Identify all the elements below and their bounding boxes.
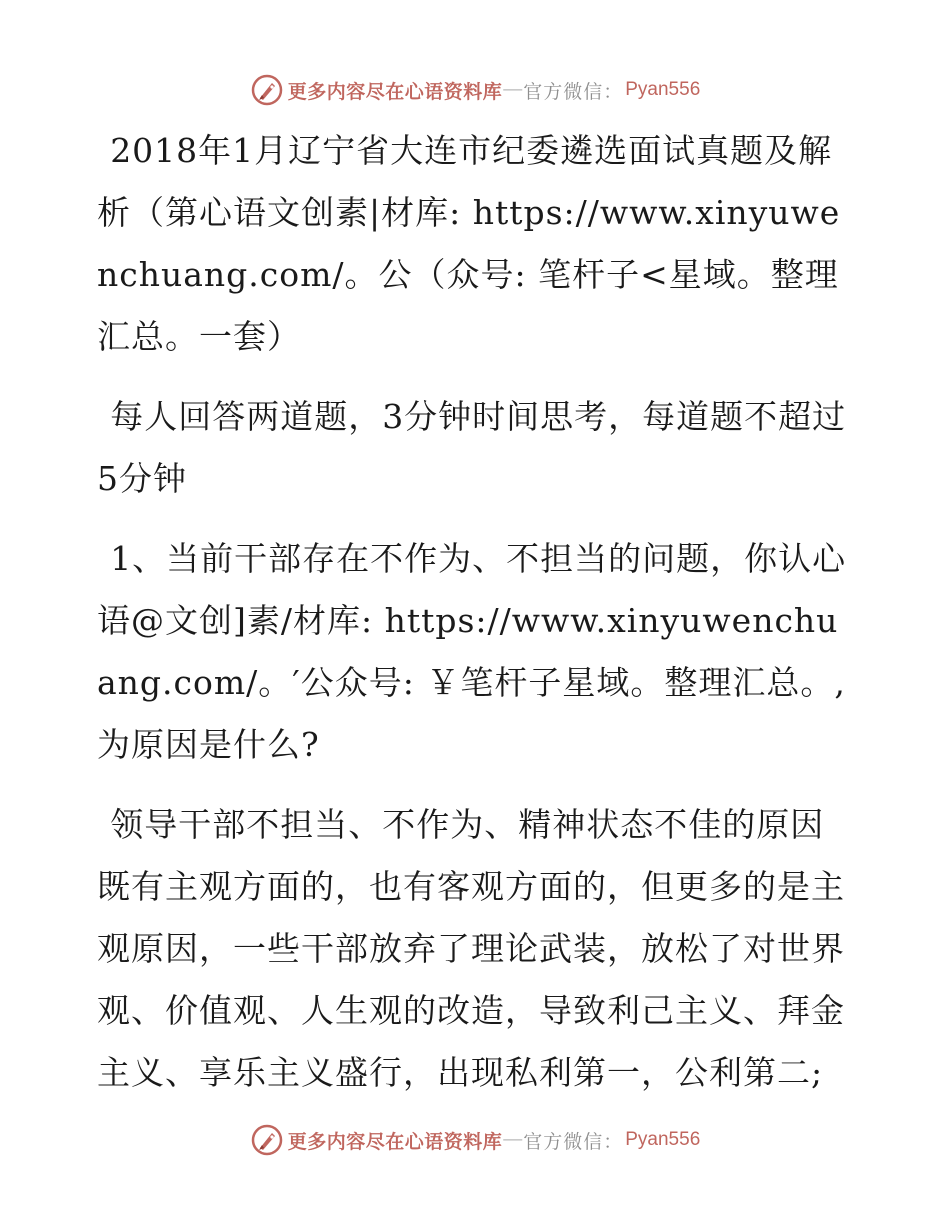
watermark-text: 更多内容尽在心语资料库 <box>287 1130 503 1153</box>
exam-instructions: 每人回答两道题，3分钟时间思考，每道题不超过5分钟 <box>97 397 847 498</box>
watermark-wechat-label: 官方微信： <box>523 80 624 103</box>
header-watermark <box>0 70 950 110</box>
watermark-separator: — <box>503 1129 523 1150</box>
pen-nib-icon <box>250 1123 284 1157</box>
document-title: 2018年1月辽宁省大连市纪委遴选面试真题及解析（第心语文创素|材库: https://www.xinyuwenchuang.com/。公（众号: 笔杆子<星域。整理汇总。一套） <box>97 131 841 356</box>
watermark-wechat-id: Pyan556 <box>625 79 701 100</box>
answer-1: 领导干部不担当、不作为、精神状态不佳的原因既有主观方面的，也有客观方面的，但更多的是主观原因，一些干部放弃了理论武装，放松了对世界观、价值观、人生观的改造，导致利己主义、拜金主义、享乐主义盛行，出现私利第一，公利第二; <box>97 805 845 1092</box>
watermark-wechat-label: 官方微信： <box>523 1130 624 1153</box>
watermark-text: 更多内容尽在心语资料库 <box>287 80 503 103</box>
watermark-wechat-id: Pyan556 <box>625 1129 701 1150</box>
document-body <box>97 120 853 1122</box>
watermark-separator: — <box>503 79 523 100</box>
pen-nib-icon <box>250 73 284 107</box>
footer-watermark <box>0 1120 950 1160</box>
question-1: 1、当前干部存在不作为、不担当的问题，你认心语@文创]素/材库: https://www.xinyuwenchuang.com/。′公众号: ￥笔杆子星域。整理汇总。,为原因是什么? <box>97 539 847 764</box>
